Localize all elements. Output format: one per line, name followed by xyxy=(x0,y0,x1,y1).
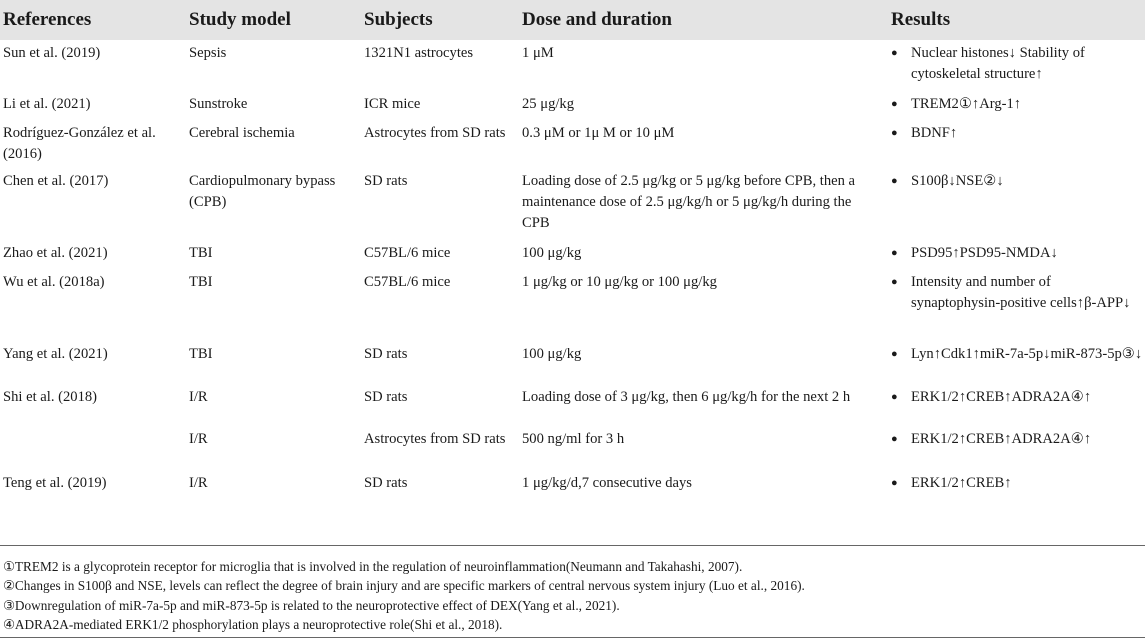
subjects-cell: SD rats xyxy=(364,389,408,405)
reference-cell: Zhao et al. (2021) xyxy=(3,245,108,261)
subjects-cell: Astrocytes from SD rats xyxy=(364,431,506,447)
bullet-icon: ● xyxy=(891,98,898,110)
results-cell xyxy=(887,240,1145,269)
dose-duration-cell: Loading dose of 2.5 μg/kg or 5 μg/kg before CPB, then a maintenance dose of 2.5 μg/kg/h or 5 μg/kg/h during the CPB xyxy=(522,173,856,231)
reference-cell: Wu et al. (2018a) xyxy=(3,274,105,290)
header-dose-duration: Dose and duration xyxy=(514,0,887,40)
footnotes xyxy=(3,557,1143,634)
reference-cell: Shi et al. (2018) xyxy=(3,389,98,405)
result-text: Nuclear histones↓ Stability of cytoskeletal structure↑ xyxy=(911,45,1085,82)
result-text: PSD95↑PSD95-NMDA↓ xyxy=(911,245,1058,261)
study-model-cell: TBI xyxy=(189,274,213,290)
results-cell xyxy=(887,426,1145,470)
subjects-cell: ICR mice xyxy=(364,96,421,112)
table-row xyxy=(0,341,1145,384)
reference-cell: Rodríguez-González et al. (2016) xyxy=(3,125,156,162)
study-model-cell: TBI xyxy=(189,245,213,261)
bullet-icon: ● xyxy=(891,47,898,59)
study-model-cell: Sunstroke xyxy=(189,96,248,112)
results-cell xyxy=(887,91,1145,120)
table-row xyxy=(0,384,1145,426)
table-header-row xyxy=(0,0,1145,40)
table-row xyxy=(0,120,1145,168)
study-model-cell: Cerebral ischemia xyxy=(189,125,295,141)
table-row xyxy=(0,168,1145,240)
subjects-cell: SD rats xyxy=(364,173,408,189)
table-row xyxy=(0,426,1145,470)
footnote: ②Changes in S100β and NSE, levels can reflect the degree of brain injury and are specific markers of central nervous system injury (Luo et al., 2016). xyxy=(3,578,805,594)
footnote: ①TREM2 is a glycoprotein receptor for microglia that is involved in the regulation of neuroinflammation(Neumann and Takahashi, 2007). xyxy=(3,559,743,574)
subjects-cell: C57BL/6 mice xyxy=(364,274,451,290)
results-cell xyxy=(887,470,1145,501)
study-model-cell: TBI xyxy=(189,346,213,362)
reference-cell: Chen et al. (2017) xyxy=(3,173,109,189)
results-cell xyxy=(887,40,1145,91)
study-model-cell: I/R xyxy=(189,389,208,405)
dose-duration-cell: 500 ng/ml for 3 h xyxy=(522,431,625,447)
table-row xyxy=(0,40,1145,91)
table-row xyxy=(0,470,1145,501)
study-model-cell: Sepsis xyxy=(189,45,227,61)
result-text: BDNF↑ xyxy=(911,125,958,141)
table-row xyxy=(0,269,1145,341)
reference-cell: Li et al. (2021) xyxy=(3,96,91,112)
header-study-model: Study model xyxy=(181,0,356,40)
reference-cell xyxy=(0,426,181,470)
result-text: Intensity and number of synaptophysin-positive cells↑β-APP↓ xyxy=(911,274,1131,311)
bullet-icon: ● xyxy=(891,391,898,403)
subjects-cell: Astrocytes from SD rats xyxy=(364,125,506,141)
dose-duration-cell: 100 μg/kg xyxy=(522,346,582,362)
table-body xyxy=(0,40,1145,501)
study-model-cell: Cardiopulmonary bypass (CPB) xyxy=(189,173,336,210)
table-row xyxy=(0,240,1145,269)
dose-duration-cell: 1 μg/kg or 10 μg/kg or 100 μg/kg xyxy=(522,274,717,290)
dose-duration-cell: 100 μg/kg xyxy=(522,245,582,261)
result-text: Lyn↑Cdk1↑miR-7a-5p↓miR-873-5p③↓ xyxy=(911,346,1143,362)
result-text: ERK1/2↑CREB↑ADRA2A④↑ xyxy=(911,431,1092,447)
dose-duration-cell: Loading dose of 3 μg/kg, then 6 μg/kg/h for the next 2 h xyxy=(522,389,851,405)
result-text: S100β↓NSE②↓ xyxy=(911,173,1004,189)
header-subjects: Subjects xyxy=(356,0,514,40)
result-text: ERK1/2↑CREB↑ADRA2A④↑ xyxy=(911,389,1092,405)
result-text: TREM2①↑Arg-1↑ xyxy=(911,96,1022,112)
bullet-icon: ● xyxy=(891,276,898,288)
result-text: ERK1/2↑CREB↑ xyxy=(911,475,1012,491)
bullet-icon: ● xyxy=(891,127,898,139)
subjects-cell: 1321N1 astrocytes xyxy=(364,45,474,61)
footnote: ④ADRA2A-mediated ERK1/2 phosphorylation plays a neuroprotective role(Shi et al., 2018). xyxy=(3,616,503,632)
dose-duration-cell: 1 μg/kg/d,7 consecutive days xyxy=(522,475,692,491)
reference-cell: Yang et al. (2021) xyxy=(3,346,108,362)
bullet-icon: ● xyxy=(891,247,898,259)
results-cell xyxy=(887,120,1145,168)
subjects-cell: C57BL/6 mice xyxy=(364,245,451,261)
study-model-cell: I/R xyxy=(189,475,208,491)
bullet-icon: ● xyxy=(891,348,898,360)
study-model-cell: I/R xyxy=(189,431,208,447)
dose-duration-cell: 1 μM xyxy=(522,45,554,61)
header-results: Results xyxy=(887,0,1145,40)
reference-cell: Sun et al. (2019) xyxy=(3,45,101,61)
results-cell xyxy=(887,168,1145,240)
results-cell xyxy=(887,269,1145,341)
header-references: References xyxy=(0,0,181,40)
dose-duration-cell: 0.3 μM or 1μ M or 10 μM xyxy=(522,125,675,141)
subjects-cell: SD rats xyxy=(364,475,408,491)
dose-duration-cell: 25 μg/kg xyxy=(522,96,575,112)
reference-cell: Teng et al. (2019) xyxy=(3,475,107,491)
results-cell xyxy=(887,384,1145,426)
subjects-cell: SD rats xyxy=(364,346,408,362)
bullet-icon: ● xyxy=(891,477,898,489)
table-bottom-rule xyxy=(0,545,1145,546)
footnote: ③Downregulation of miR-7a-5p and miR-873-5p is related to the neuroprotective effect of DEX(Yang et al., 2021). xyxy=(3,597,620,613)
bullet-icon: ● xyxy=(891,175,898,187)
bullet-icon: ● xyxy=(891,433,898,445)
results-cell xyxy=(887,341,1145,384)
table-row xyxy=(0,91,1145,120)
